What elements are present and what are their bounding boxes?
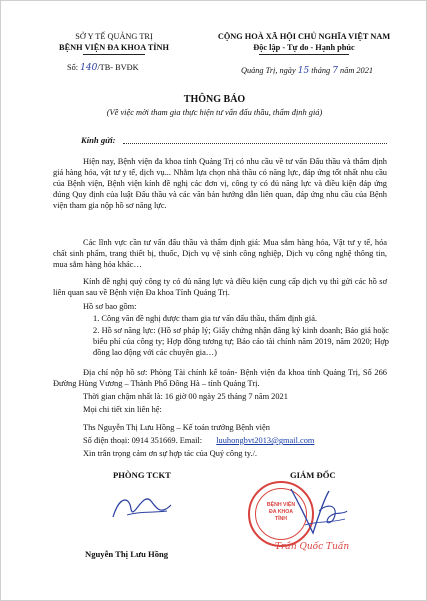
document-title: THÔNG BÁO [183, 94, 246, 105]
signature-right-name: Trần Quốc Tuấn [275, 542, 350, 552]
header-left [39, 31, 189, 53]
paragraph-address: Địa chỉ nộp hồ sơ: Phòng Tài chính kế toán- Bệnh viện đa khoa tỉnh Quảng Trị, Số 266 Đường Hùng Vương – Thành Phố Đông Hà – tỉnh Quảng Trị. [53, 368, 387, 388]
signature-right-scribble [283, 481, 353, 541]
document-number: Số: 140/TB- BVĐK [67, 63, 139, 73]
signature-left-scribble [107, 487, 177, 527]
national-motto: Độc lập - Tự do - Hạnh phúc [253, 43, 355, 52]
stamp-line-1: BỆNH VIỆN [266, 502, 296, 508]
paragraph-contact-label: Mọi chi tiết xin liên hệ: [83, 405, 162, 414]
paragraph-thanks: Xin trân trọng cảm ơn sự hợp tác của Quý công ty./. [83, 449, 258, 458]
header-dept: SỞ Y TẾ QUẢNG TRỊ [75, 32, 153, 41]
header-org: BỆNH VIỆN ĐA KHOA TỈNH [59, 43, 169, 52]
greeting-dotted-line [123, 143, 387, 144]
document-subtitle: (Về việc mời tham gia thực hiện tư vấn đấu thầu, thẩm định giá) [106, 108, 323, 117]
document-date: Quảng Trị, ngày 15 tháng 7 năm 2021 [241, 66, 374, 76]
dossier-item-2: 2. Hồ sơ năng lực: (Hồ sơ pháp lý; Giấy chứng nhận đăng ký kinh doanh; Báo giá hoặc biểu phí của công ty; Hợp đồng tương tự; Báo cáo tài chính năm 2019, năm 2020; Hợp đồng lao động với các chuyên gia…) [93, 326, 389, 357]
paragraph-request: Kính đề nghị quý công ty có đủ năng lực và điều kiện cung cấp dịch vụ thì gửi các hồ sơ liên quan sau về Bệnh viện Đa khoa Tỉnh Quảng Trị. [53, 277, 387, 297]
contact-phone-email: Số điện thoại: 0914 351669. Email: luuhongbvt2013@gmail.com [83, 436, 315, 445]
paragraph-dossier-label: Hồ sơ bao gồm: [83, 302, 137, 311]
header-right [209, 31, 399, 53]
greeting: Kính gửi: [81, 135, 116, 145]
paragraph-fields: Các lĩnh vực cần tư vấn đấu thầu và thẩm định giá: Mua sắm hàng hóa, Vật tư y tế, hóa chất sinh phẩm, trang thiết bị, thuốc, Dịch vụ vệ sinh công nghiệp, Dịch vụ công nghệ thông tin, mua sắm hàng hóa khác… [53, 238, 387, 269]
paragraph-intro: Hiện nay, Bệnh viện đa khoa tỉnh Quảng Trị có nhu cầu về tư vấn Đấu thầu và thẩm định giá hàng hóa, vật tư y tế, dịch vụ... Nhằm lựa chọn nhà thầu có năng lực, đáp ứng tốt nhất nhu cầu của Bệnh viện, Bệnh viện kính đề nghị các đơn vị, công ty có đủ năng lực và điều kiện đáp ứng đúng Quy định của luật Đấu thầu và các văn bản hướng dẫn liên quan, đáp ứng nhu cầu của Bệnh viện tham gia nộp hồ sơ năng lực. [53, 157, 387, 210]
email-link[interactable]: luuhongbvt2013@gmail.com [216, 436, 315, 445]
signature-right-title: GIÁM ĐỐC [290, 470, 336, 480]
dossier-item-1: 1. Công văn đề nghị được tham gia tư vấn đấu thầu, thẩm định giá. [93, 314, 318, 323]
national-title: CỘNG HOÀ XÃ HỘI CHỦ NGHĨA VIỆT NAM [217, 32, 391, 41]
stamp-line-2: ĐA KHOA [268, 509, 293, 515]
header-right-underline [259, 54, 349, 55]
paragraph-deadline: Thời gian chậm nhất là: 16 giờ 00 ngày 25 tháng 7 năm 2021 [83, 392, 288, 401]
document-number-handwritten: 140 [80, 63, 98, 73]
contact-person: Ths Nguyễn Thị Lưu Hồng – Kế toán trưởng Bệnh viện [83, 423, 270, 432]
stamp-line-3: TỈNH [274, 516, 288, 522]
header-left-underline [83, 54, 145, 55]
signature-left-title: PHÒNG TCKT [113, 470, 171, 480]
signature-left-name: Nguyễn Thị Lưu Hồng [85, 549, 169, 559]
